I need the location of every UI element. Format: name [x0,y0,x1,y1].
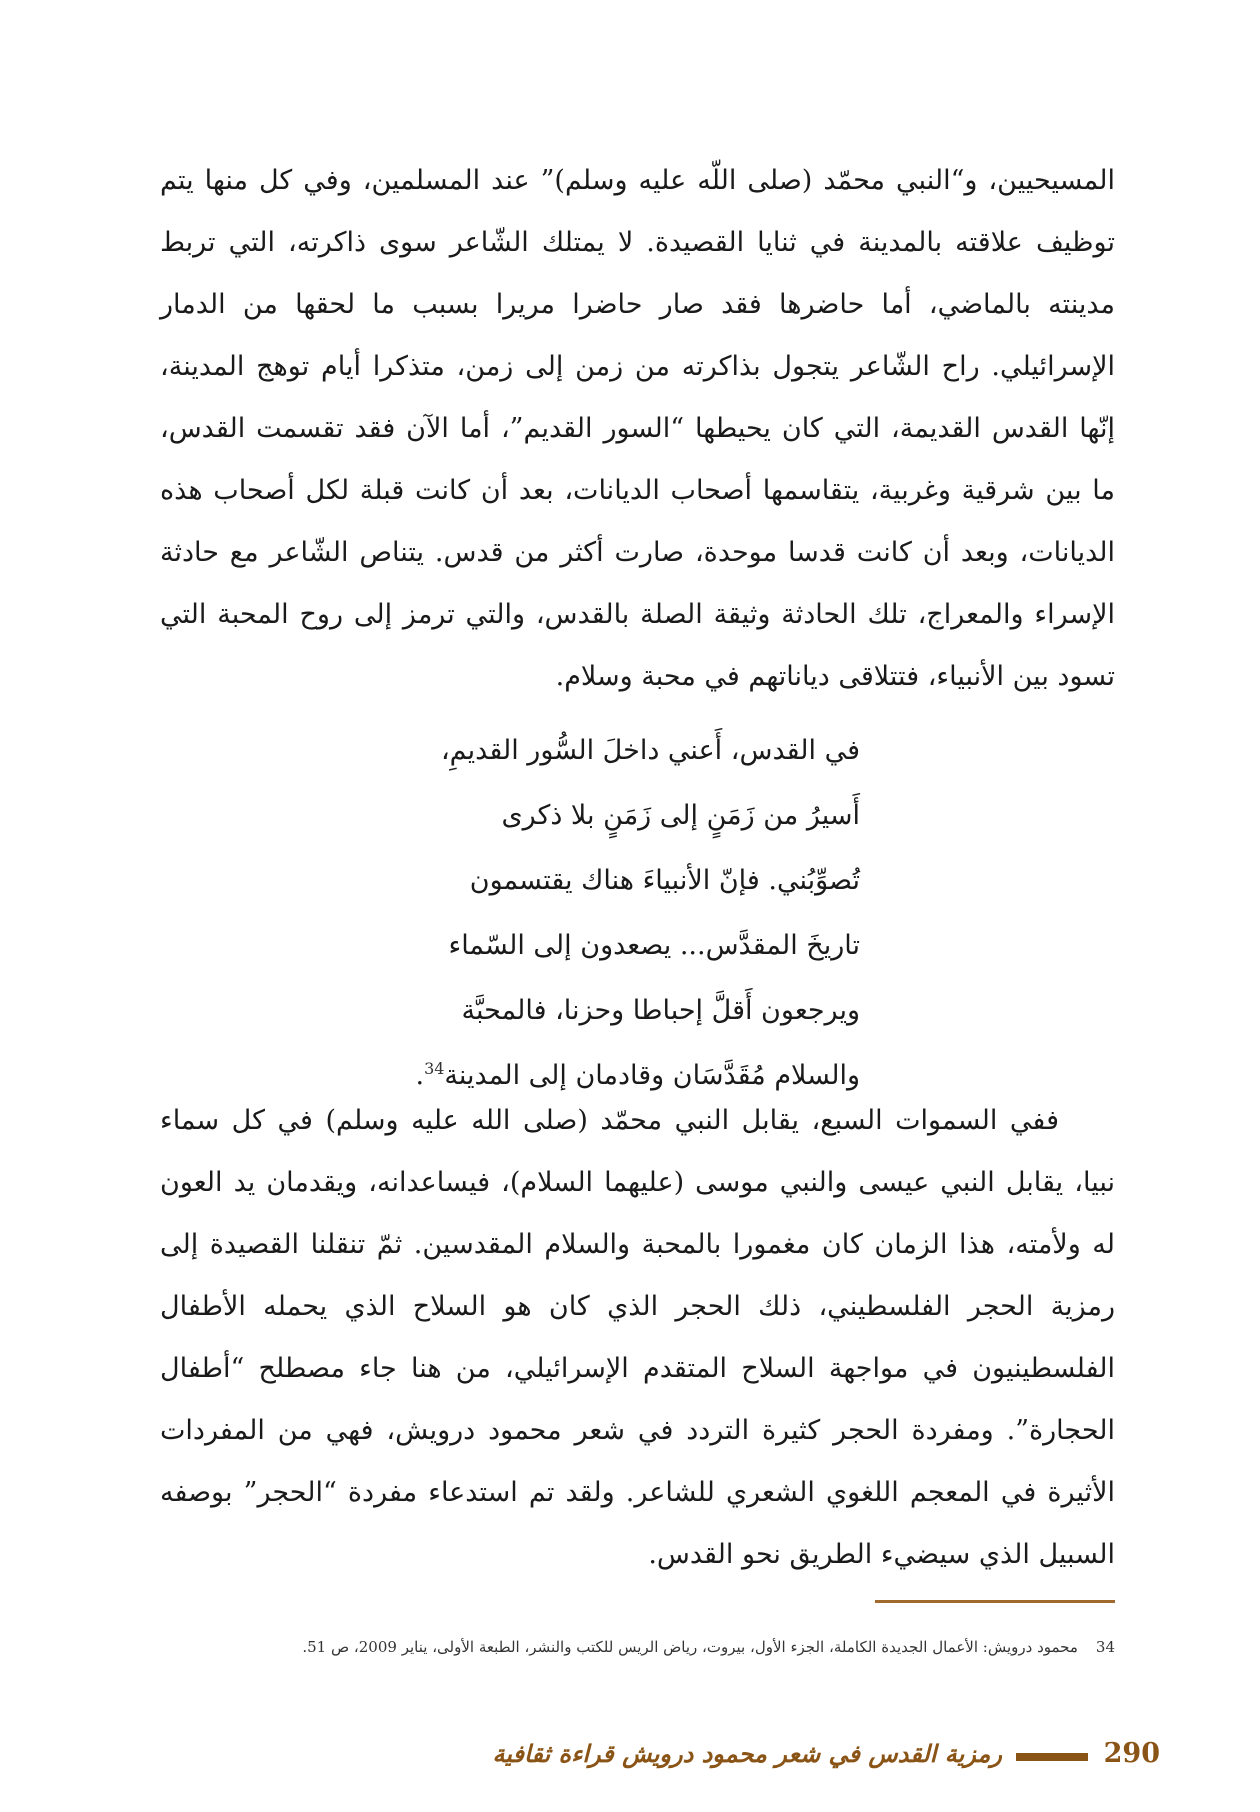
poem-line: تُصوِّبُني. فإنّ الأنبياءَ هناك يقتسمون [469,865,860,896]
footnote-number: 34 [1095,1638,1115,1656]
poem-line: ويرجعون أَقلَّ إحباطا وحزنا، فالمحبَّة [461,995,860,1026]
poem-line: في القدس، أَعني داخلَ السُّور القديمِ، [440,735,860,766]
body-paragraph-2: ففي السموات السبع، يقابل النبي محمّد (صلى الله عليه وسلم) في كل سماء نبيا، يقابل النبي عيسى والنبي موسى (عليهما السلام)، فيساعدانه، ويقدمان يد العون له ولأمته، هذا الزمان كان مغمورا بالمحبة والسلام المقدسين. ثمّ تنقلنا القصيدة إلى رمزية الحجر الفلسطيني، ذلك الحجر الذي كان هو السلاح الذي يحمله الأطفال الفلسطينيون في مواجهة السلاح المتقدم الإسرائيلي، من هنا جاء مصطلح “أطفال الحجارة”. ومفردة الحجر كثيرة التردد في شعر محمود درويش، فهي من المفردات الأثيرة في المعجم اللغوي الشعري للشاعر. ولقد تم استدعاء مفردة “الحجر” بوصفه السبيل الذي سيضيء الطريق نحو القدس. [160,1105,1115,1570]
page-number: 290 [1103,1738,1160,1769]
poem-last-line-end: . [415,1060,425,1091]
footnote-reference[interactable]: 34 [424,1059,445,1078]
footnote-divider [875,1600,1115,1603]
footer-bar-ornament [1016,1753,1088,1761]
page-footer [0,1738,1260,1782]
footnote [180,1636,1115,1658]
running-title: رمزية القدس في شعر محمود درويش قراءة ثقافية [492,1740,1002,1768]
poem-line: أَسيرُ من زَمَنٍ إلى زَمَنٍ بلا ذكرى [501,800,860,831]
poem-last-line-text: والسلام مُقَدَّسَان وقادمان إلى المدينة [444,1060,860,1091]
poem-line: تاريخَ المقدَّس... يصعدون إلى السّماء [448,930,860,961]
poem-excerpt [380,718,860,1108]
body-paragraph-1: المسيحيين، و“النبي محمّد (صلى اللّه عليه وسلم)” عند المسلمين، وفي كل منها يتم توظيف علاقته بالمدينة في ثنايا القصيدة. لا يمتلك الشّاعر سوى ذاكرته، التي تربط مدينته بالماضي، أما حاضرها فقد صار حاضرا مريرا بسبب ما لحقها من الدمار الإسرائيلي. راح الشّاعر يتجول بذاكرته من زمن إلى زمن، متذكرا أيام توهج المدينة، إنّها القدس القديمة، التي كان يحيطها “السور القديم”، أما الآن فقد تقسمت القدس، ما بين شرقية وغربية، يتقاسمها أصحاب الديانات، بعد أن كانت قبلة لكل أصحاب هذه الديانات، وبعد أن كانت قدسا موحدة، صارت أكثر من قدس. يتناص الشّاعر مع حادثة الإسراء والمعراج، تلك الحادثة وثيقة الصلة بالقدس، والتي ترمز إلى روح المحبة التي تسود بين الأنبياء، فتتلاقى دياناتهم في محبة وسلام. [160,165,1115,692]
footnote-text: محمود درويش: الأعمال الجديدة الكاملة، الجزء الأول، بيروت، رياض الريس للكتب والنشر، الطبعة الأولى، يناير 2009، ص 51. [302,1638,1078,1656]
